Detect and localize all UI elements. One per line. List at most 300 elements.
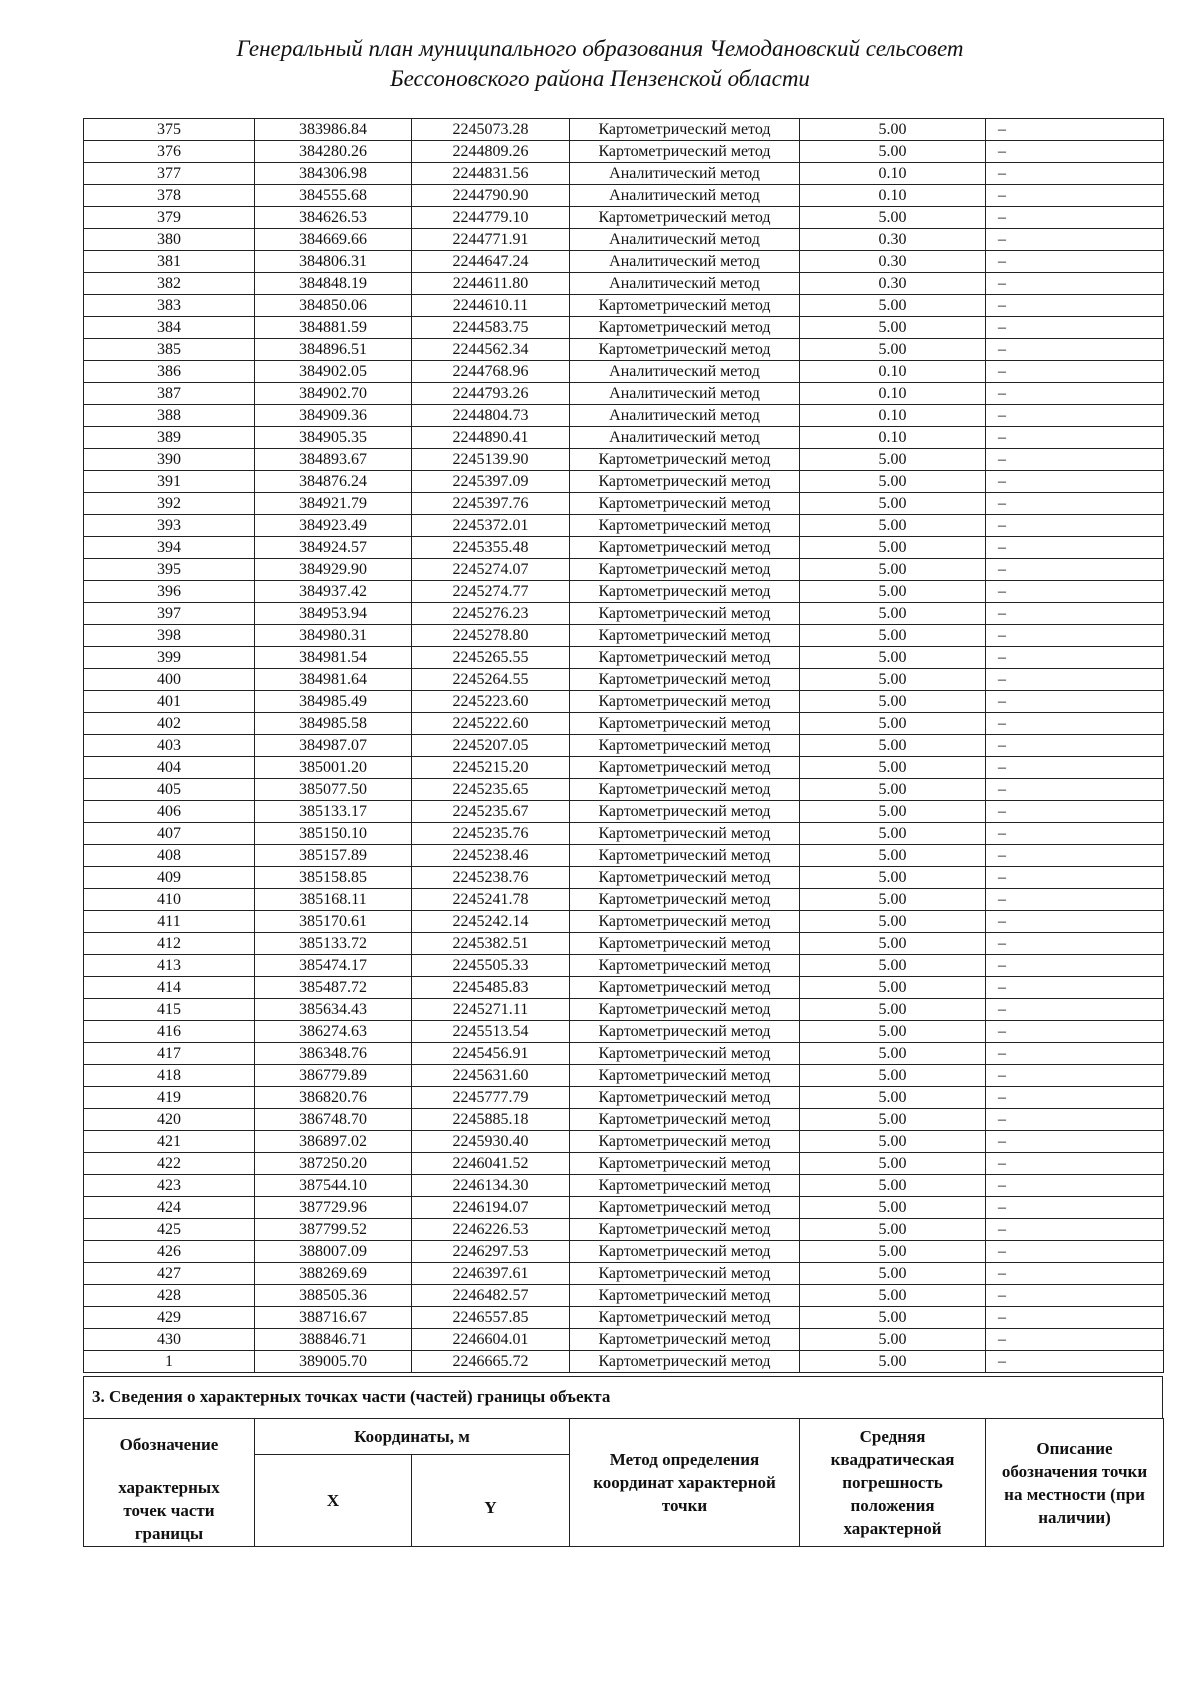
error-cell: 5.00 — [800, 801, 986, 823]
x-coordinate-cell: 387729.96 — [255, 1197, 412, 1219]
error-cell: 5.00 — [800, 823, 986, 845]
x-coordinate-cell: 386274.63 — [255, 1021, 412, 1043]
error-cell: 5.00 — [800, 339, 986, 361]
error-cell: 0.30 — [800, 251, 986, 273]
error-cell: 5.00 — [800, 845, 986, 867]
point-number-cell: 386 — [84, 361, 255, 383]
point-number-cell: 409 — [84, 867, 255, 889]
error-cell: 5.00 — [800, 1065, 986, 1087]
error-cell: 5.00 — [800, 559, 986, 581]
method-cell: Картометрический метод — [570, 735, 800, 757]
error-cell: 5.00 — [800, 1131, 986, 1153]
x-coordinate-cell: 386897.02 — [255, 1131, 412, 1153]
point-number-cell: 395 — [84, 559, 255, 581]
description-cell: – — [986, 1285, 1164, 1307]
description-cell: – — [986, 295, 1164, 317]
table-row — [84, 713, 1164, 735]
table-row — [84, 1329, 1164, 1351]
description-cell: – — [986, 559, 1164, 581]
x-coordinate-cell: 384981.54 — [255, 647, 412, 669]
point-number-cell: 375 — [84, 119, 255, 141]
x-coordinate-cell: 385474.17 — [255, 955, 412, 977]
x-coordinate-cell: 384848.19 — [255, 273, 412, 295]
error-cell: 5.00 — [800, 779, 986, 801]
description-cell: – — [986, 1065, 1164, 1087]
point-number-cell: 407 — [84, 823, 255, 845]
error-cell: 5.00 — [800, 1109, 986, 1131]
y-coordinate-cell: 2244890.41 — [412, 427, 570, 449]
error-cell: 5.00 — [800, 471, 986, 493]
description-cell: – — [986, 757, 1164, 779]
table-row — [84, 449, 1164, 471]
point-number-cell: 391 — [84, 471, 255, 493]
table-row — [84, 669, 1164, 691]
y-coordinate-cell: 2245242.14 — [412, 911, 570, 933]
point-number-cell: 430 — [84, 1329, 255, 1351]
error-cell: 5.00 — [800, 119, 986, 141]
error-cell: 5.00 — [800, 493, 986, 515]
description-cell: – — [986, 515, 1164, 537]
col-error-header: Средняя квадратическая погрешность положения характерной — [800, 1419, 986, 1547]
point-number-cell: 397 — [84, 603, 255, 625]
error-cell: 5.00 — [800, 1043, 986, 1065]
x-coordinate-cell: 384902.05 — [255, 361, 412, 383]
point-number-cell: 378 — [84, 185, 255, 207]
table-row — [84, 779, 1164, 801]
description-cell: – — [986, 1087, 1164, 1109]
method-cell: Картометрический метод — [570, 955, 800, 977]
x-coordinate-cell: 384980.31 — [255, 625, 412, 647]
error-cell: 5.00 — [800, 1241, 986, 1263]
method-cell: Картометрический метод — [570, 801, 800, 823]
y-coordinate-cell: 2246297.53 — [412, 1241, 570, 1263]
point-number-cell: 426 — [84, 1241, 255, 1263]
table-row — [84, 1021, 1164, 1043]
table-row — [84, 185, 1164, 207]
point-number-cell: 416 — [84, 1021, 255, 1043]
y-coordinate-cell: 2246482.57 — [412, 1285, 570, 1307]
point-number-cell: 408 — [84, 845, 255, 867]
point-number-cell: 392 — [84, 493, 255, 515]
table-row — [84, 1065, 1164, 1087]
method-cell: Картометрический метод — [570, 845, 800, 867]
error-cell: 5.00 — [800, 537, 986, 559]
table-row — [84, 163, 1164, 185]
description-cell: – — [986, 911, 1164, 933]
x-coordinate-cell: 384626.53 — [255, 207, 412, 229]
y-coordinate-cell: 2245235.65 — [412, 779, 570, 801]
method-cell: Картометрический метод — [570, 889, 800, 911]
point-number-cell: 388 — [84, 405, 255, 427]
description-cell: – — [986, 823, 1164, 845]
table-row — [84, 471, 1164, 493]
x-coordinate-cell: 383986.84 — [255, 119, 412, 141]
col-y-header: Y — [412, 1455, 570, 1547]
error-cell: 5.00 — [800, 647, 986, 669]
table-row — [84, 405, 1164, 427]
x-coordinate-cell: 385170.61 — [255, 911, 412, 933]
description-cell: – — [986, 735, 1164, 757]
point-number-cell: 382 — [84, 273, 255, 295]
method-cell: Картометрический метод — [570, 1175, 800, 1197]
method-cell: Аналитический метод — [570, 427, 800, 449]
method-cell: Аналитический метод — [570, 361, 800, 383]
x-coordinate-cell: 386779.89 — [255, 1065, 412, 1087]
point-number-cell: 400 — [84, 669, 255, 691]
error-cell: 5.00 — [800, 581, 986, 603]
y-coordinate-cell: 2245885.18 — [412, 1109, 570, 1131]
y-coordinate-cell: 2246194.07 — [412, 1197, 570, 1219]
description-cell: – — [986, 229, 1164, 251]
y-coordinate-cell: 2244790.90 — [412, 185, 570, 207]
table-row — [84, 1087, 1164, 1109]
method-cell: Картометрический метод — [570, 779, 800, 801]
table-row — [84, 911, 1164, 933]
table-row — [84, 1241, 1164, 1263]
table-row — [84, 383, 1164, 405]
x-coordinate-cell: 384280.26 — [255, 141, 412, 163]
table-row — [84, 141, 1164, 163]
method-cell: Картометрический метод — [570, 691, 800, 713]
header-line-1: Генеральный план муниципального образования Чемодановский сельсовет — [236, 36, 964, 61]
point-number-cell: 390 — [84, 449, 255, 471]
y-coordinate-cell: 2246397.61 — [412, 1263, 570, 1285]
x-coordinate-cell: 384909.36 — [255, 405, 412, 427]
method-cell: Картометрический метод — [570, 581, 800, 603]
y-coordinate-cell: 2245139.90 — [412, 449, 570, 471]
error-cell: 5.00 — [800, 449, 986, 471]
point-number-cell: 383 — [84, 295, 255, 317]
description-cell: – — [986, 471, 1164, 493]
x-coordinate-cell: 386820.76 — [255, 1087, 412, 1109]
error-cell: 5.00 — [800, 889, 986, 911]
y-coordinate-cell: 2245235.67 — [412, 801, 570, 823]
y-coordinate-cell: 2244809.26 — [412, 141, 570, 163]
point-number-cell: 377 — [84, 163, 255, 185]
table-row — [84, 1263, 1164, 1285]
method-cell: Картометрический метод — [570, 119, 800, 141]
description-cell: – — [986, 1329, 1164, 1351]
y-coordinate-cell: 2244610.11 — [412, 295, 570, 317]
point-number-cell: 427 — [84, 1263, 255, 1285]
y-coordinate-cell: 2245631.60 — [412, 1065, 570, 1087]
x-coordinate-cell: 387799.52 — [255, 1219, 412, 1241]
x-coordinate-cell: 384987.07 — [255, 735, 412, 757]
description-cell: – — [986, 1307, 1164, 1329]
table-row — [84, 933, 1164, 955]
method-cell: Картометрический метод — [570, 603, 800, 625]
error-cell: 5.00 — [800, 141, 986, 163]
y-coordinate-cell: 2245278.80 — [412, 625, 570, 647]
description-cell: – — [986, 1043, 1164, 1065]
y-coordinate-cell: 2245215.20 — [412, 757, 570, 779]
description-cell: – — [986, 317, 1164, 339]
description-cell: – — [986, 1109, 1164, 1131]
error-cell: 5.00 — [800, 933, 986, 955]
method-cell: Картометрический метод — [570, 977, 800, 999]
y-coordinate-cell: 2245274.07 — [412, 559, 570, 581]
method-cell: Картометрический метод — [570, 1043, 800, 1065]
table-row — [84, 647, 1164, 669]
description-cell: – — [986, 449, 1164, 471]
point-number-cell: 410 — [84, 889, 255, 911]
y-coordinate-cell: 2244562.34 — [412, 339, 570, 361]
table-row — [84, 1285, 1164, 1307]
method-cell: Картометрический метод — [570, 1087, 800, 1109]
method-cell: Картометрический метод — [570, 207, 800, 229]
y-coordinate-cell: 2245456.91 — [412, 1043, 570, 1065]
description-cell: – — [986, 1153, 1164, 1175]
table-row — [84, 229, 1164, 251]
description-cell: – — [986, 625, 1164, 647]
y-coordinate-cell: 2244804.73 — [412, 405, 570, 427]
table-row — [84, 537, 1164, 559]
x-coordinate-cell: 388505.36 — [255, 1285, 412, 1307]
method-cell: Аналитический метод — [570, 185, 800, 207]
description-cell: – — [986, 955, 1164, 977]
method-cell: Картометрический метод — [570, 1021, 800, 1043]
error-cell: 5.00 — [800, 207, 986, 229]
error-cell: 5.00 — [800, 713, 986, 735]
error-cell: 5.00 — [800, 757, 986, 779]
x-coordinate-cell: 385001.20 — [255, 757, 412, 779]
col-designation-line-2: характерных точек части границы — [118, 1478, 220, 1543]
table-row — [84, 1109, 1164, 1131]
description-cell: – — [986, 889, 1164, 911]
y-coordinate-cell: 2245271.11 — [412, 999, 570, 1021]
description-cell: – — [986, 339, 1164, 361]
method-cell: Картометрический метод — [570, 647, 800, 669]
x-coordinate-cell: 385158.85 — [255, 867, 412, 889]
description-cell: – — [986, 1241, 1164, 1263]
table-row — [84, 1043, 1164, 1065]
method-cell: Картометрический метод — [570, 317, 800, 339]
table-row — [84, 207, 1164, 229]
x-coordinate-cell: 384937.42 — [255, 581, 412, 603]
error-cell: 5.00 — [800, 911, 986, 933]
description-cell: – — [986, 801, 1164, 823]
table-row — [84, 559, 1164, 581]
error-cell: 5.00 — [800, 1153, 986, 1175]
col-designation-header — [84, 1419, 255, 1547]
description-cell: – — [986, 163, 1164, 185]
y-coordinate-cell: 2244611.80 — [412, 273, 570, 295]
x-coordinate-cell: 384923.49 — [255, 515, 412, 537]
y-coordinate-cell: 2245238.76 — [412, 867, 570, 889]
error-cell: 0.30 — [800, 273, 986, 295]
x-coordinate-cell: 384306.98 — [255, 163, 412, 185]
x-coordinate-cell: 387544.10 — [255, 1175, 412, 1197]
point-number-cell: 417 — [84, 1043, 255, 1065]
y-coordinate-cell: 2244583.75 — [412, 317, 570, 339]
x-coordinate-cell: 385077.50 — [255, 779, 412, 801]
y-coordinate-cell: 2244768.96 — [412, 361, 570, 383]
point-number-cell: 1 — [84, 1351, 255, 1373]
method-cell: Картометрический метод — [570, 1197, 800, 1219]
method-cell: Картометрический метод — [570, 1065, 800, 1087]
error-cell: 0.10 — [800, 163, 986, 185]
method-cell: Картометрический метод — [570, 141, 800, 163]
x-coordinate-cell: 385150.10 — [255, 823, 412, 845]
method-cell: Картометрический метод — [570, 823, 800, 845]
y-coordinate-cell: 2245241.78 — [412, 889, 570, 911]
method-cell: Аналитический метод — [570, 273, 800, 295]
error-cell: 5.00 — [800, 295, 986, 317]
description-cell: – — [986, 361, 1164, 383]
x-coordinate-cell: 384669.66 — [255, 229, 412, 251]
error-cell: 0.10 — [800, 427, 986, 449]
y-coordinate-cell: 2245238.46 — [412, 845, 570, 867]
description-cell: – — [986, 647, 1164, 669]
x-coordinate-cell: 384896.51 — [255, 339, 412, 361]
description-cell: – — [986, 1175, 1164, 1197]
x-coordinate-cell: 384985.49 — [255, 691, 412, 713]
method-cell: Картометрический метод — [570, 493, 800, 515]
description-cell: – — [986, 273, 1164, 295]
point-number-cell: 376 — [84, 141, 255, 163]
method-cell: Картометрический метод — [570, 911, 800, 933]
method-cell: Аналитический метод — [570, 163, 800, 185]
point-number-cell: 412 — [84, 933, 255, 955]
y-coordinate-cell: 2245265.55 — [412, 647, 570, 669]
method-cell: Аналитический метод — [570, 405, 800, 427]
header-line-2: Бессоновского района Пензенской области — [390, 66, 810, 91]
description-cell: – — [986, 713, 1164, 735]
method-cell: Картометрический метод — [570, 1285, 800, 1307]
y-coordinate-cell: 2245513.54 — [412, 1021, 570, 1043]
y-coordinate-cell: 2245274.77 — [412, 581, 570, 603]
description-cell: – — [986, 119, 1164, 141]
y-coordinate-cell: 2244771.91 — [412, 229, 570, 251]
table-row — [84, 581, 1164, 603]
y-coordinate-cell: 2246134.30 — [412, 1175, 570, 1197]
table-row — [84, 1153, 1164, 1175]
x-coordinate-cell: 385157.89 — [255, 845, 412, 867]
x-coordinate-cell: 388007.09 — [255, 1241, 412, 1263]
point-number-cell: 429 — [84, 1307, 255, 1329]
point-number-cell: 396 — [84, 581, 255, 603]
table-row — [84, 889, 1164, 911]
point-number-cell: 394 — [84, 537, 255, 559]
x-coordinate-cell: 388716.67 — [255, 1307, 412, 1329]
description-cell: – — [986, 999, 1164, 1021]
section-3-title: 3. Сведения о характерных точках части (частей) границы объекта — [83, 1376, 1163, 1418]
description-cell: – — [986, 493, 1164, 515]
x-coordinate-cell: 384893.67 — [255, 449, 412, 471]
col-x-header: X — [255, 1455, 412, 1547]
table-row — [84, 295, 1164, 317]
method-cell: Аналитический метод — [570, 229, 800, 251]
x-coordinate-cell: 384881.59 — [255, 317, 412, 339]
table-row — [84, 273, 1164, 295]
point-number-cell: 418 — [84, 1065, 255, 1087]
table-row — [84, 515, 1164, 537]
error-cell: 0.10 — [800, 405, 986, 427]
error-cell: 5.00 — [800, 1087, 986, 1109]
table-row — [84, 603, 1164, 625]
point-number-cell: 423 — [84, 1175, 255, 1197]
x-coordinate-cell: 384953.94 — [255, 603, 412, 625]
x-coordinate-cell: 388269.69 — [255, 1263, 412, 1285]
point-number-cell: 422 — [84, 1153, 255, 1175]
error-cell: 0.30 — [800, 229, 986, 251]
y-coordinate-cell: 2246041.52 — [412, 1153, 570, 1175]
table-row — [84, 955, 1164, 977]
point-number-cell: 411 — [84, 911, 255, 933]
method-cell: Картометрический метод — [570, 1131, 800, 1153]
table-row — [84, 361, 1164, 383]
method-cell: Картометрический метод — [570, 1109, 800, 1131]
y-coordinate-cell: 2245223.60 — [412, 691, 570, 713]
x-coordinate-cell: 384985.58 — [255, 713, 412, 735]
point-number-cell: 380 — [84, 229, 255, 251]
table-row — [84, 1219, 1164, 1241]
point-number-cell: 424 — [84, 1197, 255, 1219]
description-cell: – — [986, 537, 1164, 559]
description-cell: – — [986, 933, 1164, 955]
method-cell: Аналитический метод — [570, 383, 800, 405]
description-cell: – — [986, 1351, 1164, 1373]
table-row — [84, 427, 1164, 449]
error-cell: 5.00 — [800, 1175, 986, 1197]
col-method-header: Метод определения координат характерной точки — [570, 1419, 800, 1547]
y-coordinate-cell: 2244647.24 — [412, 251, 570, 273]
x-coordinate-cell: 389005.70 — [255, 1351, 412, 1373]
point-number-cell: 402 — [84, 713, 255, 735]
point-number-cell: 425 — [84, 1219, 255, 1241]
x-coordinate-cell: 384981.64 — [255, 669, 412, 691]
error-cell: 5.00 — [800, 1219, 986, 1241]
y-coordinate-cell: 2245930.40 — [412, 1131, 570, 1153]
point-number-cell: 379 — [84, 207, 255, 229]
table-row — [84, 845, 1164, 867]
error-cell: 5.00 — [800, 1197, 986, 1219]
method-cell: Картометрический метод — [570, 295, 800, 317]
description-cell: – — [986, 427, 1164, 449]
description-cell: – — [986, 185, 1164, 207]
x-coordinate-cell: 385634.43 — [255, 999, 412, 1021]
description-cell: – — [986, 603, 1164, 625]
method-cell: Картометрический метод — [570, 1351, 800, 1373]
error-cell: 5.00 — [800, 691, 986, 713]
table-row — [84, 735, 1164, 757]
x-coordinate-cell: 384929.90 — [255, 559, 412, 581]
y-coordinate-cell: 2246226.53 — [412, 1219, 570, 1241]
description-cell: – — [986, 1021, 1164, 1043]
error-cell: 0.10 — [800, 361, 986, 383]
point-number-cell: 384 — [84, 317, 255, 339]
error-cell: 5.00 — [800, 603, 986, 625]
col-coords-header: Координаты, м — [255, 1419, 570, 1455]
y-coordinate-cell: 2245207.05 — [412, 735, 570, 757]
table-row — [84, 757, 1164, 779]
point-number-cell: 399 — [84, 647, 255, 669]
y-coordinate-cell: 2244831.56 — [412, 163, 570, 185]
description-cell: – — [986, 1131, 1164, 1153]
y-coordinate-cell: 2245485.83 — [412, 977, 570, 999]
method-cell: Аналитический метод — [570, 251, 800, 273]
method-cell: Картометрический метод — [570, 713, 800, 735]
description-cell: – — [986, 1263, 1164, 1285]
error-cell: 5.00 — [800, 1351, 986, 1373]
x-coordinate-cell: 384902.70 — [255, 383, 412, 405]
error-cell: 5.00 — [800, 317, 986, 339]
table-row — [84, 1197, 1164, 1219]
x-coordinate-cell: 385133.17 — [255, 801, 412, 823]
point-number-cell: 389 — [84, 427, 255, 449]
error-cell: 0.10 — [800, 185, 986, 207]
point-number-cell: 414 — [84, 977, 255, 999]
